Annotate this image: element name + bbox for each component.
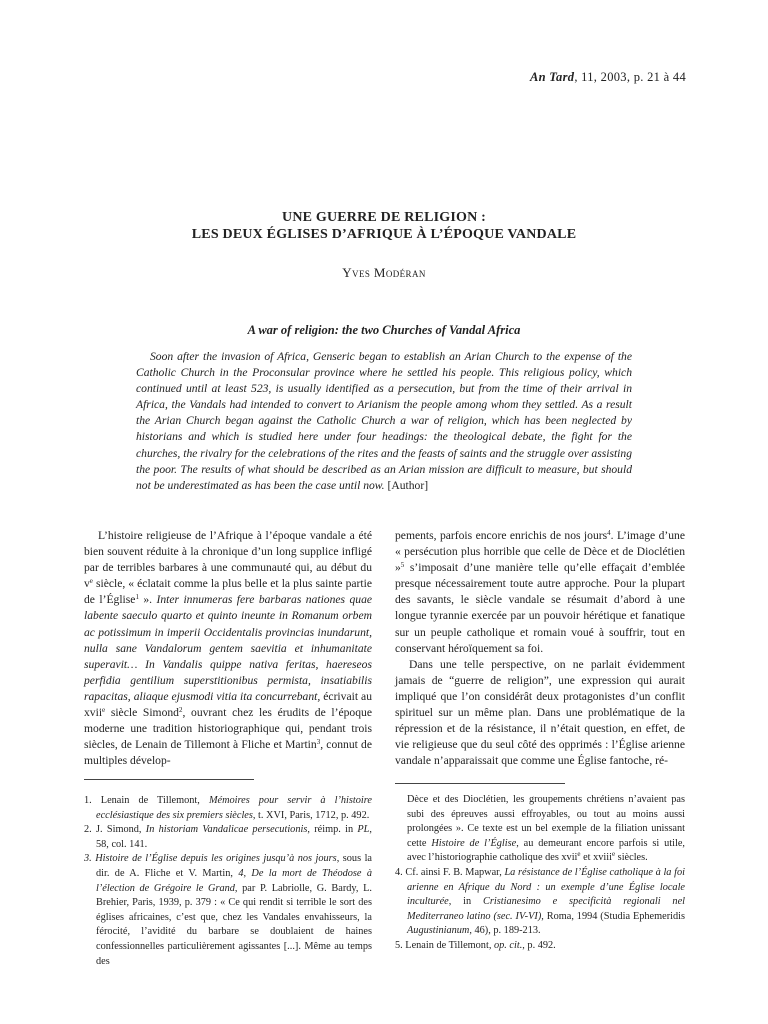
footnote-ref-5: 5 (400, 561, 405, 570)
journal-reference (286, 70, 686, 85)
latin-quote: Inter innumeras fere barbaras nationes quae labente saeculo quarto et quinto ineunte in Romanum orbem ac potissimum in imperii Occidentalis provincias inundarunt, nulla sane Vandalorum gentem saevitia et inhumanitate superavit… In Vandalis quippe nativa feritas, haereseos perfidia gentilium superstitionibus permista, insatiabilis rapacitas, aliaque ejusmodi vitia ita concurrebant, (84, 593, 373, 703)
body-text: siècle, « éclatait comme la plus belle et la plus sainte partie de l’Église (84, 577, 372, 607)
superscript: e (612, 850, 616, 859)
footnote-title: 3. Histoire de l’Église depuis les origines jusqu’à nos jours (84, 853, 337, 865)
body-paragraph: Dans une telle perspective, on ne parlait évidemment jamais de “guerre de religion”, une expression qui aurait impliqué que l’on considérât deux protagonistes d’un conflit spirituel sur un même plan. Dans une problématique de la répression et de la résistance, il n’était question, en effet, de vie religieuse que du seul côté des opprimés : l’Église arienne vandale n’apparaissait que comme une Église fantoche, ré- (395, 657, 685, 768)
footnote-text: , au demeurant encore parfois si utile, avec l’historiographie catholique des xvii (407, 837, 685, 864)
footnote-4 (395, 866, 685, 939)
footnote-text: , Roma, 1994 (Studia Ephemeridis (541, 910, 686, 922)
footnote-text: siècles. (615, 852, 648, 864)
title-line-2: LES DEUX ÉGLISES D’AFRIQUE À L’ÉPOQUE VANDALE (191, 227, 577, 242)
footnote-title: Histoire de l’Église (431, 837, 517, 849)
body-text: siècle Simond (105, 706, 179, 720)
article-title (84, 209, 684, 243)
superscript: e (89, 577, 93, 586)
footnote-text: , p. 492. (522, 939, 556, 951)
footnote-3 (84, 852, 372, 969)
abstract-title: A war of religion: the two Churches of Vandal Africa (247, 323, 521, 337)
abstract-author-tag: [Author] (387, 478, 429, 492)
footnote-divider (84, 779, 254, 780)
footnote-ref-2: 2 (178, 706, 183, 715)
footnote-text: 4. Cf. ainsi F. B. Mapwar, (395, 866, 505, 878)
footnote-divider (395, 783, 565, 784)
body-paragraph (84, 528, 372, 769)
footnote-ref-4: 4 (607, 529, 611, 537)
footnote-1 (84, 794, 372, 823)
body-column-right (395, 528, 685, 769)
footnote-text: , 46), p. 189-213. (469, 925, 541, 937)
footnote-3-continued (395, 793, 685, 866)
footnote-title: 4, De la mort de Théodose à l’élection de Grégoire le Grand (96, 867, 372, 894)
footnote-2 (84, 823, 372, 852)
body-text: pements, parfois encore enrichis de nos jours (395, 529, 608, 542)
footnotes-left (84, 794, 372, 969)
footnote-text: , 58, col. 141. (96, 824, 372, 850)
superscript: e (102, 706, 106, 715)
footnote-title: La résistance de l’Église catholique à la foi arienne en Afrique du Nord : un exemple d’une Église locale inculturée (407, 866, 685, 908)
abstract (136, 349, 632, 494)
abstract-text: Soon after the invasion of Africa, Genseric began to establish an Arian Church to the expense of the Catholic Church in the Proconsular province where he settled his people. This religious policy, which continued until at least 523, is usually identified as a persecution, but from the time of their arrival in Africa, the Vandals had intended to convert to Arianism the people among whom they settled. As a result the Arian Church began against the Catholic Church a war of religion, which has been neglected by historians and which is studied here under four headings: the theological debate, the fight for the churches, the rivalry for the celebrations of the rites and the feasts of saints and the struggle over assisting the poor. The results of what should be described as an Arian mission are difficult to measure, but should not be underestimated as has been the case until now. (136, 350, 632, 492)
footnote-title: PL (357, 824, 370, 836)
body-text: , connut de multiples dévelop- (84, 738, 372, 768)
body-text: . L’image d’une « persécution plus horrible que celle de Dèce et de Dioclétien » (395, 529, 685, 575)
footnote-text: Dèce et des Dioclétien, les groupements chrétiens n’avaient pas subi des épreuves aussi effroyables, ou tout au moins aussi prolongées ». Ce texte est un bel exemple de la filiation unissant cette (407, 794, 685, 849)
body-text: s’imposait d’une manière telle qu’elle effaçait d’emblée presque nécessairement toute autre approche. Pour la plupart des savants, le siècle vandale se résumait d’abord à une longue tyrannie exercée par un pouvoir hérétique et fanatique sur un peuple catholique et romain voué à souffrir, tout en conservant héroïquement sa foi. (395, 561, 685, 655)
author-name: Yves Modéran (342, 265, 426, 280)
footnote-text: et xviii (580, 852, 612, 864)
footnote-ref-1: 1 (135, 593, 139, 602)
footnote-text: , par P. Labriolle, G. Bardy, L. Brehier, Paris, 1939, p. 379 : « Ce qui rendit si terrible le sort des églises africaines, c’est que, chez les Vandales envahisseurs, la férocité, l’avidité du barbare se doublaient de haines confessionnelles particulièrement agissantes [...]. Même au temps des (96, 882, 372, 967)
footnote-text: 5. Lenain de Tillemont, (395, 939, 494, 951)
body-text: écrivait au xvii (84, 689, 373, 720)
journal-details: , 11, 2003, p. 21 à 44 (574, 70, 686, 84)
footnote-title: op. cit. (493, 939, 523, 951)
footnote-5 (395, 939, 685, 954)
journal-name: An Tard (529, 70, 575, 84)
body-text: L’histoire religieuse de l’Afrique à l’époque vandale a été bien souvent réduite à la chronique d’un long supplice infligé par de terribles barbares à une communauté qui, au début du v (84, 529, 372, 591)
footnote-title: Cristianesimo e specificità regionali nel Mediterraneo latino (sec. IV-VI) (407, 896, 685, 922)
title-line-1: UNE GUERRE DE RELIGION : (282, 210, 486, 225)
body-text: , ouvrant chez les érudits de l’époque moderne une tradition historiographique qui, pendant trois siècles, de Lenain de Tillemont à Fliche et Martin (84, 706, 372, 752)
body-paragraph (395, 528, 685, 657)
footnote-title: Augustinianum (407, 925, 470, 937)
footnote-title: Mémoires pour servir à l’histoire ecclésiastique des six premiers siècles (96, 795, 372, 821)
body-text: ». (138, 593, 157, 607)
body-column-left (84, 528, 372, 769)
superscript: e (577, 850, 581, 859)
footnote-title: In historiam Vandalicae persecutionis (145, 824, 308, 836)
footnote-text: , t. XVI, Paris, 1712, p. 492. (252, 809, 370, 821)
footnote-ref-3: 3 (316, 738, 321, 747)
footnotes-right (395, 793, 685, 954)
footnote-text: , sous la dir. de A. Fliche et V. Martin, (96, 853, 373, 879)
footnote-text: , in (448, 896, 484, 908)
footnote-text: 1. Lenain de Tillemont, (84, 795, 209, 806)
footnote-text: , réimp. in (307, 824, 358, 836)
footnote-text: 2. J. Simond, (84, 824, 146, 836)
